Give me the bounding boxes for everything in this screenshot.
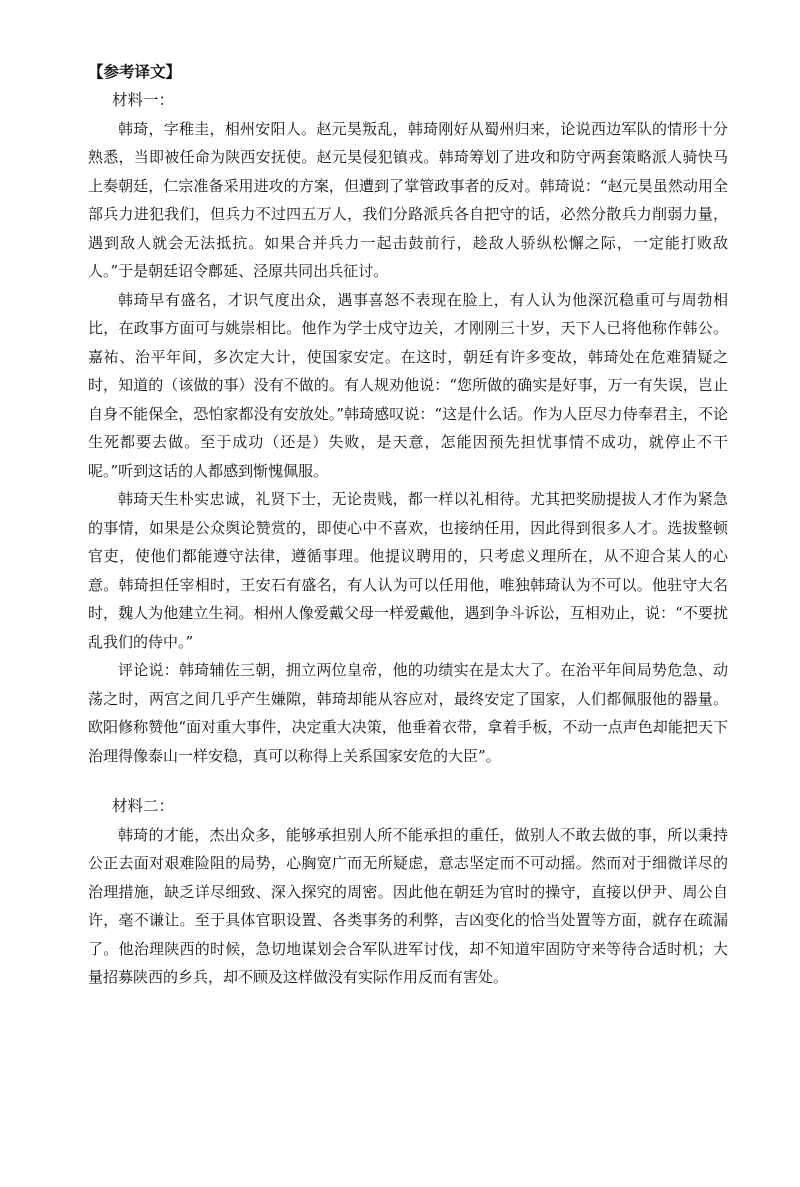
section-title: 材料二： — [112, 797, 175, 815]
document-heading: 【参考译文】 — [88, 63, 182, 81]
section-material-one — [88, 86, 728, 770]
paragraph: 韩琦天生朴实忠诚，礼贤下士，无论贵贱，都一样以礼相待。尤其把奖励提拔人才作为紧急的事情，如果是公众舆论赞赏的，即使心中不喜欢，也接纳任用，因此得到很多人才。选拔整顿官吏，使他们都能遵守法律，遵循事理。他提议聘用的，只考虑义理所在，从不迎合某人的心意。韩琦担任宰相时，王安石有盛名，有人认为可以任用他，唯独韩琦认为不可以。他驻守大名时，魏人为他建立生祠。相州人像爱戴父母一样爱戴他，遇到争斗诉讼，互相劝止，说：“不要扰乱我们的侍中。” — [88, 490, 728, 651]
paragraph: 韩琦，字稚圭，相州安阳人。赵元昊叛乱，韩琦刚好从蜀州归来，论说西边军队的情形十分熟悉，当即被任命为陕西安抚使。赵元昊侵犯镇戎。韩琦筹划了进攻和防守两套策略派人骑快马上奏朝廷，仁宗准备采用进攻的方案，但遭到了掌管政事者的反对。韩琦说：“赵元昊虽然动用全部兵力进犯我们，但兵力不过四五万人，我们分路派兵各自把守的话，必然分散兵力削弱力量，遇到敌人就会无法抵抗。如果合并兵力一起击鼓前行，趁敌人骄纵松懈之际，一定能打败敌人。”于是朝廷诏令鄜延、泾原共同出兵征讨。 — [88, 119, 728, 280]
paragraph: 韩琦的才能，杰出众多，能够承担别人所不能承担的重任，做别人不敢去做的事，所以秉持公正去面对艰难险阻的局势，心胸宽广而无所疑虑，意志坚定而不可动摇。然而对于细微详尽的治理措施，缺乏详尽细致、深入探究的周密。因此他在朝廷为官时的操守，直接以伊尹、周公自许，毫不谦让。至于具体官职设置、各类事务的利弊，吉凶变化的恰当处置等方面，就存在疏漏了。他治理陕西的时候，急切地谋划会合军队进军讨伐，却不知道牢固防守来等待合适时机；大量招募陕西的乡兵，却不顾及这样做没有实际作用反而有害处。 — [88, 825, 728, 986]
section-divider-space — [88, 770, 728, 792]
section-material-two — [88, 792, 728, 992]
paragraph: 韩琦早有盛名，才识气度出众，遇事喜怒不表现在脸上，有人认为他深沉稳重可与周勃相比，在政事方面可与姚崇相比。他作为学士戍守边关，才刚刚三十岁，天下人已将他称作韩公。嘉祐、治平年间，多次定大计，使国家安定。在这时，朝廷有许多变故，韩琦处在危难猜疑之时，知道的（该做的事）没有不做的。有人规劝他说：“您所做的确实是好事，万一有失误，岂止自身不能保全，恐怕家都没有安放处。”韩琦感叹说：“这是什么话。作为人臣尽力侍奉君主，不论生死都要去做。至于成功（还是）失败，是天意，怎能因预先担忧事情不成功，就停止不干呢。”听到这话的人都感到惭愧佩服。 — [88, 290, 728, 480]
translation-document — [88, 58, 728, 992]
paragraph: 评论说：韩琦辅佐三朝，拥立两位皇帝，他的功绩实在是太大了。在治平年间局势危急、动荡之时，两宫之间几乎产生嫌隙，韩琦却能从容应对，最终安定了国家，人们都佩服他的器量。欧阳修称赞他“面对重大事件，决定重大决策，他垂着衣带，拿着手板，不动一点声色却能把天下治理得像泰山一样安稳，真可以称得上关系国家安危的大臣”。 — [88, 661, 728, 765]
section-title: 材料一： — [112, 91, 175, 109]
